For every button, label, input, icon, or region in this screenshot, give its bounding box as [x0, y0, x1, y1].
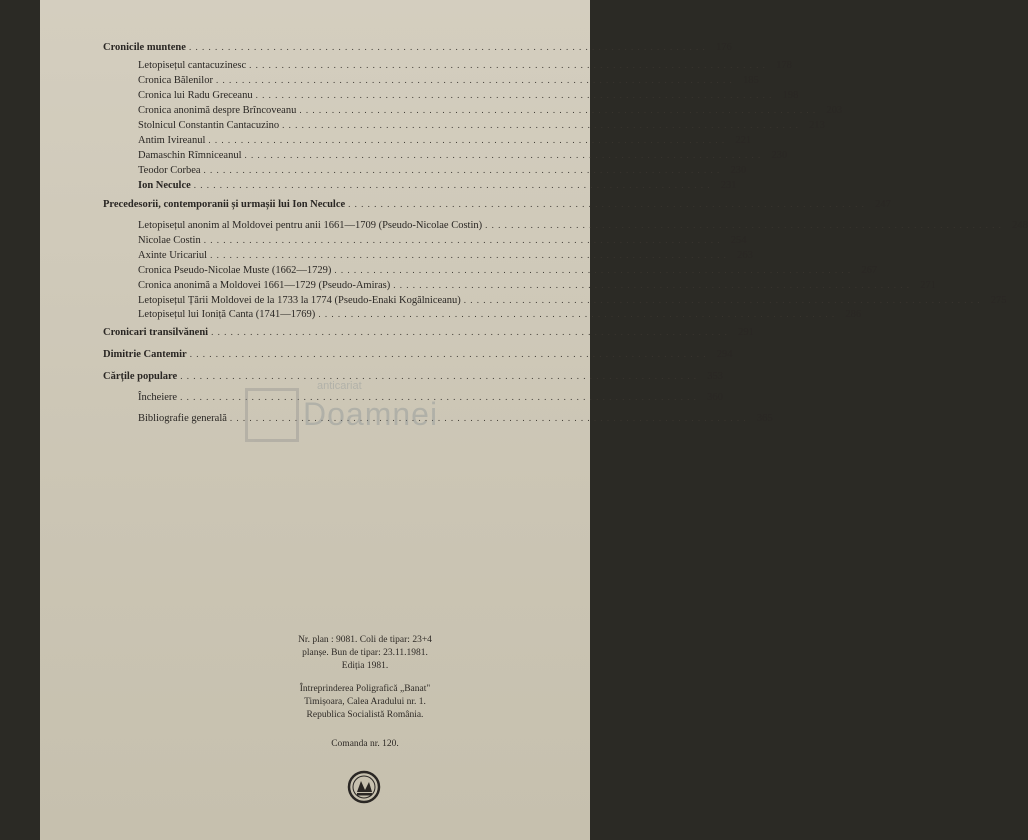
toc-entry-page: 203	[826, 105, 843, 116]
toc-entry-page: 185	[742, 75, 759, 86]
watermark-text: Doamnei	[303, 396, 439, 432]
toc-entry-page: 267	[861, 265, 878, 276]
toc-leader-dots: . . . . . . . . . . . . . . . . . . . . . . . . . . . . . . . . . . . . . . . . . . . . . . . . . . . . . . . . . . . . . . . . . . . . . . . . . . . . . . . .	[215, 75, 733, 85]
toc-entry-title: Letopisețul cantacuzinesc	[138, 60, 247, 71]
toc-entry-title: Teodor Corbea	[138, 165, 201, 176]
toc-entry-title: Cronicile muntene	[103, 42, 186, 53]
toc-entry	[138, 148, 788, 162]
toc-leader-dots: . . . . . . . . . . . . . . . . . . . . . . . . . . . . . . . . . . . . . . . . . . . . . . . . . . . . . . . . . . . . . . . . . . . . . . . . . . . . . . . .	[318, 309, 836, 319]
toc-entry-title: Letopisețul anonim al Moldovei pentru anii 1661—1709 (Pseudo-Nicolae Costin)	[138, 220, 483, 231]
toc-entry-page: 365	[756, 413, 773, 424]
toc-entry-title: Letopisețul Țării Moldovei de la 1733 la 1774 (Pseudo-Enaki Kogălniceanu)	[138, 295, 461, 306]
toc-leader-dots: . . . . . . . . . . . . . . . . . . . . . . . . . . . . . . . . . . . . . . . . . . . . . . . . . . . . . . . . . . . . . . . . . . . . . . . . . . . . . . . .	[249, 60, 766, 70]
toc-entry	[138, 133, 752, 147]
toc-entry-title: Antim Ivireanul	[138, 135, 206, 146]
toc-entry-title: Letopisețul lui Ioniță Canta (1741—1769)	[138, 309, 316, 320]
toc-entry-title: Cronica Pseudo-Nicolae Muste (1662—1729)	[138, 265, 332, 276]
toc-entry-title: Cronica anonimă despre Brîncoveanu	[138, 105, 297, 116]
publisher-line: Republica Socialistă România.	[306, 710, 424, 720]
toc-entry-page: 221	[735, 135, 752, 146]
toc-entry	[138, 178, 737, 192]
toc-entry-title: Cărțile populare	[103, 371, 178, 382]
book-page	[40, 0, 1028, 840]
toc-leader-dots: . . . . . . . . . . . . . . . . . . . . . . . . . . . . . . . . . . . . . . . . . . . . . . . . . . . . . . . . . . . . . . . . . . . . . . . . . . . . . . . .	[463, 295, 981, 305]
publisher-line: Întreprinderea Poligrafică „Banat"	[299, 684, 431, 694]
toc-entry-page: 271	[920, 280, 936, 291]
toc-entry	[138, 278, 936, 292]
toc-entry-title: Nicolae Costin	[138, 235, 201, 246]
toc-entry-title: Cronicari transilvăneni	[103, 327, 209, 338]
toc-leader-dots: . . . . . . . . . . . . . . . . . . . . . . . . . . . . . . . . . . . . . . . . . . . . . . . . . . . . . . . . . . . . . . . . . . . . . . . . . . . . . . . .	[203, 165, 721, 175]
toc-entry-title: Cronica lui Radu Greceanu	[138, 90, 253, 101]
toc-leader-dots: . . . . . . . . . . . . . . . . . . . . . . . . . . . . . . . . . . . . . . . . . . . . . . . . . . . . . . . . . . . . . . . . . . . . . . . . . . . . . . . .	[211, 327, 728, 337]
toc-leader-dots: . . . . . . . . . . . . . . . . . . . . . . . . . . . . . . . . . . . . . . . . . . . . . . . . . . . . . . . . . . . . . . . . . . . . . . . . . . . . . . . .	[393, 280, 910, 290]
toc-entry-page: 294	[716, 349, 733, 360]
publisher-line: Timișoara, Calea Aradului nr. 1.	[304, 697, 426, 707]
toc-entry	[138, 293, 1007, 307]
toc-entry-title: Dimitrie Cantemir	[103, 349, 187, 360]
toc-entry	[103, 347, 733, 361]
toc-entry-page: 247	[875, 199, 891, 210]
imprint-line: Ediția 1981.	[341, 661, 389, 671]
toc-entry-page: 176	[715, 42, 732, 53]
toc-entry	[138, 263, 878, 277]
toc-entry-page: 213	[809, 120, 825, 131]
toc-entry-page: 178	[776, 60, 792, 71]
toc-entry	[138, 73, 759, 87]
watermark-subtext: anticariat	[317, 380, 362, 392]
toc-leader-dots: . . . . . . . . . . . . . . . . . . . . . . . . . . . . . . . . . . . . . . . . . . . . . . . . . . . . . . . . . . . . . . . . . . . . . . . . . . . . . . . .	[180, 371, 697, 381]
printer-logo-icon	[347, 770, 381, 804]
order-number: Comanda nr. 120.	[331, 739, 399, 749]
toc-leader-dots: . . . . . . . . . . . . . . . . . . . . . . . . . . . . . . . . . . . . . . . . . . . . . . . . . . . . . . . . . . . . . . . . . . . . . . . . . . . . . . . .	[188, 42, 706, 52]
toc-entry-page: 291	[738, 327, 754, 338]
toc-leader-dots: . . . . . . . . . . . . . . . . . . . . . . . . . . . . . . . . . . . . . . . . . . . . . . . . . . . . . . . . . . . . . . . . . . . . . . . . . . . . . . . .	[208, 135, 726, 145]
toc-leader-dots: . . . . . . . . . . . . . . . . . . . . . . . . . . . . . . . . . . . . . . . . . . . . . . . . . . . . . . . . . . . . . . . . . . . . . . . . . . . . . . . .	[189, 349, 707, 359]
watermark-logo-box	[245, 388, 299, 442]
toc-leader-dots: . . . . . . . . . . . . . . . . . . . . . . . . . . . . . . . . . . . . . . . . . . . . . . . . . . . . . . . . . . . . . . . . . . . . . . . . . . . . . . . .	[334, 265, 852, 275]
imprint-line: planșe. Bun de tipar: 23.11.1981.	[302, 648, 428, 658]
toc-leader-dots: . . . . . . . . . . . . . . . . . . . . . . . . . . . . . . . . . . . . . . . . . . . . . . . . . . . . . . . . . . . . . . . . . . . . . . . . . . . . . . . .	[299, 105, 817, 115]
toc-leader-dots: . . . . . . . . . . . . . . . . . . . . . . . . . . . . . . . . . . . . . . . . . . . . . . . . . . . . . . . . . . . . . . . . . . . . . . . . . . . . . . . .	[210, 250, 727, 260]
toc-entry	[103, 40, 732, 54]
toc-entry-page: 198	[782, 90, 799, 101]
toc-entry-page: 231	[720, 180, 737, 191]
toc-entry-page: 286	[845, 309, 862, 320]
toc-entry-page: 360	[707, 392, 723, 403]
toc-entry-title: Ion Neculce	[138, 180, 191, 191]
toc-leader-dots: . . . . . . . . . . . . . . . . . . . . . . . . . . . . . . . . . . . . . . . . . . . . . . . . . . . . . . . . . . . . . . . . . . . . . . . . . . . . . . . .	[244, 150, 762, 160]
toc-entry-title: Încheiere	[138, 392, 178, 403]
watermark	[245, 380, 445, 450]
toc-entry	[138, 233, 747, 247]
toc-entry	[138, 118, 825, 132]
toc-entry-title: Bibliografie generală	[138, 413, 227, 424]
toc-leader-dots: . . . . . . . . . . . . . . . . . . . . . . . . . . . . . . . . . . . . . . . . . . . . . . . . . . . . . . . . . . . . . . . . . . . . . . . . . . . . . . . .	[229, 413, 747, 423]
toc-entry	[138, 248, 753, 262]
toc-entry	[138, 103, 843, 117]
toc-entry-title: Precedesorii, contemporanii și urmașii lui Ion Neculce	[103, 199, 346, 210]
toc-entry-title: Cronica Bălenilor	[138, 75, 213, 86]
toc-entry	[138, 58, 792, 72]
toc-entry-title: Cronica anonimă a Moldovei 1661—1729 (Pseudo-Amiras)	[138, 280, 391, 291]
toc-entry-page: 230	[771, 150, 788, 161]
toc-entry-page: 230	[730, 165, 747, 176]
toc-entry	[138, 88, 799, 102]
toc-entry	[103, 197, 891, 211]
toc-leader-dots: . . . . . . . . . . . . . . . . . . . . . . . . . . . . . . . . . . . . . . . . . . . . . . . . . . . . . . . . . . . . . . . . . . . . . . . . . . . . . . . .	[485, 220, 1002, 230]
toc-entry-page: 254	[730, 235, 747, 246]
imprint-line: Nr. plan : 9081. Coli de tipar: 23+4	[298, 635, 432, 645]
toc-entry-title: Stolnicul Constantin Cantacuzino	[138, 120, 280, 131]
toc-entry-page: 275	[990, 295, 1007, 306]
toc-leader-dots: . . . . . . . . . . . . . . . . . . . . . . . . . . . . . . . . . . . . . . . . . . . . . . . . . . . . . . . . . . . . . . . . . . . . . . . . . . . . . . . .	[282, 120, 799, 130]
toc-leader-dots: . . . . . . . . . . . . . . . . . . . . . . . . . . . . . . . . . . . . . . . . . . . . . . . . . . . . . . . . . . . . . . . . . . . . . . . . . . . . . . . .	[255, 90, 773, 100]
toc-entry-page: 353	[707, 371, 723, 382]
toc-entry	[138, 163, 747, 177]
toc-leader-dots: . . . . . . . . . . . . . . . . . . . . . . . . . . . . . . . . . . . . . . . . . . . . . . . . . . . . . . . . . . . . . . . . . . . . . . . . . . . . . . . .	[348, 199, 865, 209]
toc-entry-title: Axinte Uricariul	[138, 250, 208, 261]
toc-entry-title: Damaschin Rîmniceanul	[138, 150, 242, 161]
toc-entry	[138, 307, 862, 321]
toc-leader-dots: . . . . . . . . . . . . . . . . . . . . . . . . . . . . . . . . . . . . . . . . . . . . . . . . . . . . . . . . . . . . . . . . . . . . . . . . . . . . . . . .	[180, 392, 697, 402]
toc-entry-page: 248	[1012, 220, 1028, 231]
toc-entry-page: 263	[737, 250, 753, 261]
toc-leader-dots: . . . . . . . . . . . . . . . . . . . . . . . . . . . . . . . . . . . . . . . . . . . . . . . . . . . . . . . . . . . . . . . . . . . . . . . . . . . . . . . .	[203, 235, 721, 245]
toc-entry	[138, 218, 1028, 232]
toc-leader-dots: . . . . . . . . . . . . . . . . . . . . . . . . . . . . . . . . . . . . . . . . . . . . . . . . . . . . . . . . . . . . . . . . . . . . . . . . . . . . . . . .	[193, 180, 711, 190]
toc-entry	[103, 325, 754, 339]
